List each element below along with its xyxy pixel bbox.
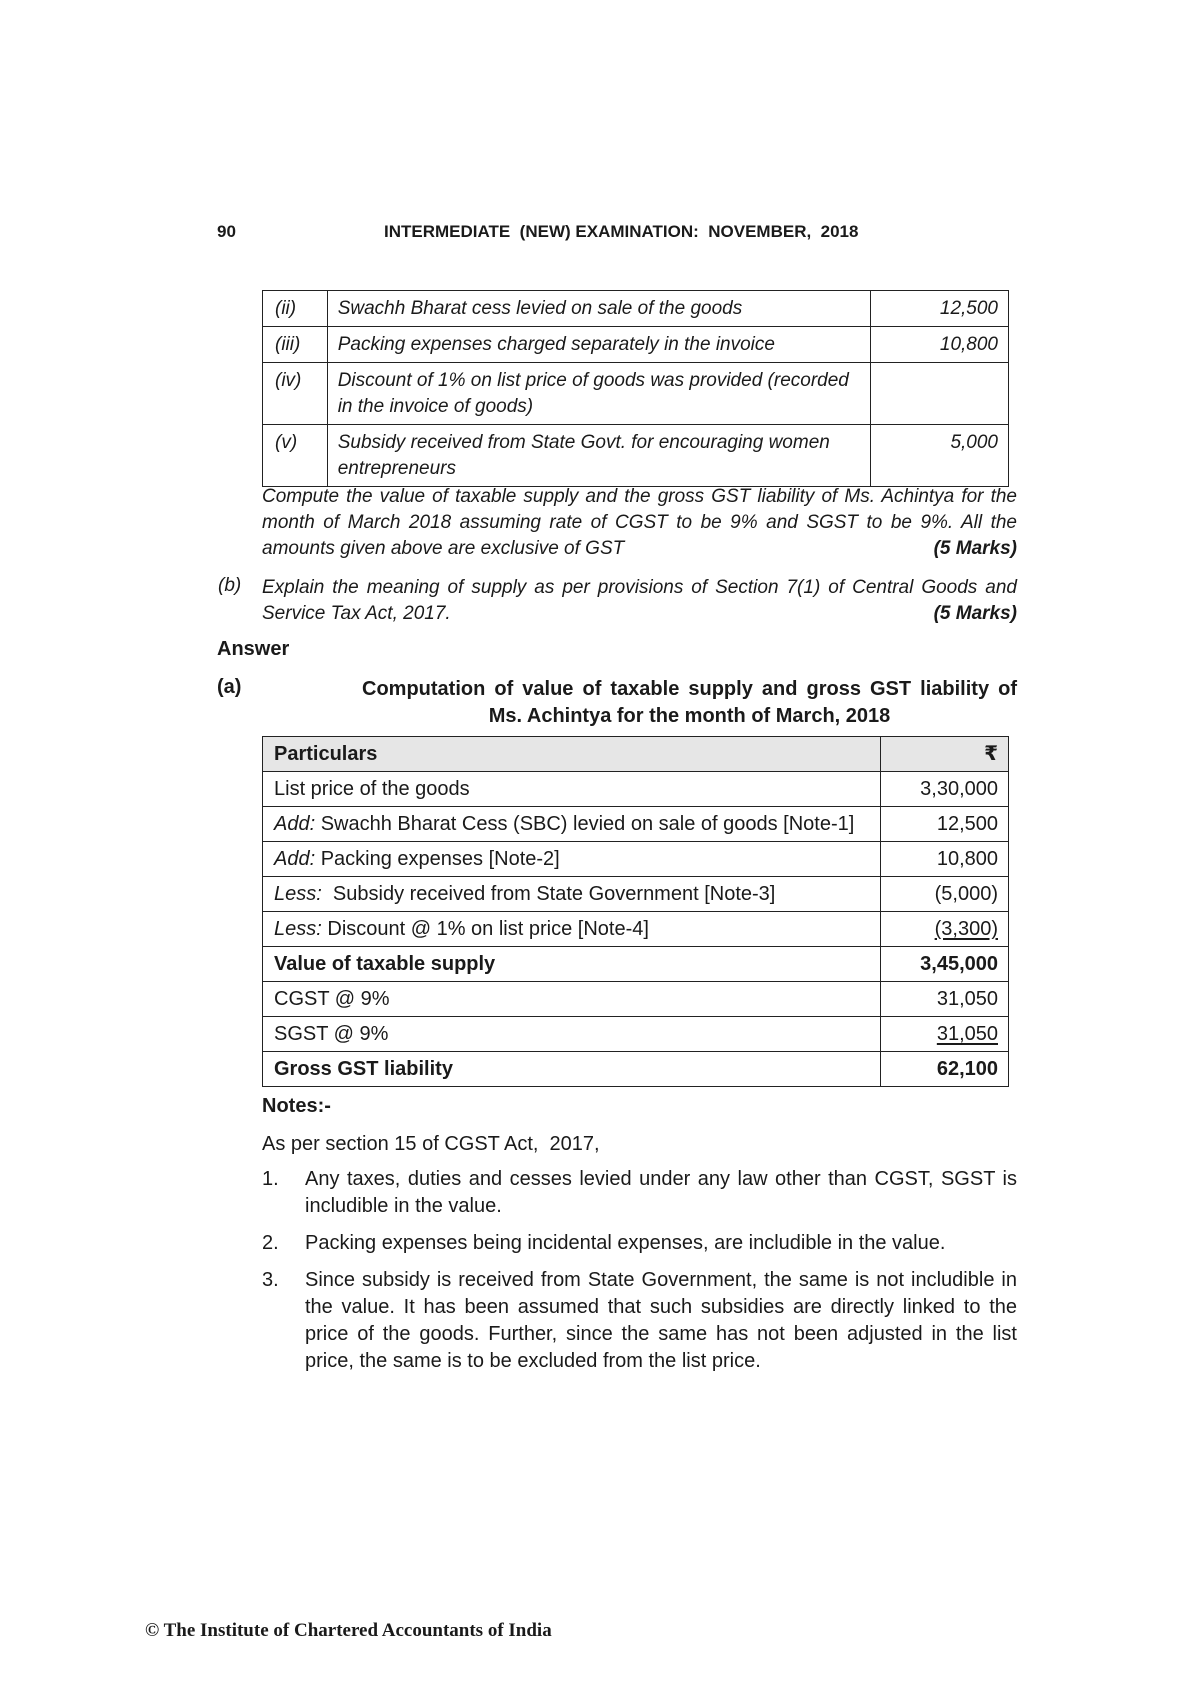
- question-b-marks: (5 Marks): [933, 603, 1017, 624]
- table-header-row: [263, 737, 1009, 772]
- question-data-table: [262, 290, 1009, 487]
- computation-table: [262, 736, 1009, 1087]
- cgst-row: [263, 982, 1009, 1017]
- row-amount: 12,500: [871, 291, 1009, 327]
- note-number: 2.: [262, 1232, 279, 1254]
- note-text: Since subsidy is received from State Government, the same is not includible in the value. It has been assumed that such subsidies are directly linked to the price of the goods. Further, since the same has not been adjusted in the list price, the same is to be excluded from the list price.: [305, 1269, 1017, 1372]
- running-header: INTERMEDIATE (NEW) EXAMINATION: NOVEMBER, 2018: [384, 222, 859, 241]
- row-amount: [881, 912, 1009, 947]
- row-prefix: Less:: [274, 918, 322, 940]
- row-number: (iv): [263, 363, 328, 425]
- notes-heading: Notes:-: [262, 1095, 331, 1117]
- question-a-body: Compute the value of taxable supply and the gross GST liability of Ms. Achintya for the month of March 2018 assuming rate of CGST to be 9% and SGST to be 9%. All the amounts given above are exclusive of GST: [262, 486, 1017, 559]
- row-amount-value: 31,050: [936, 1023, 998, 1045]
- row-label: CGST @ 9%: [263, 982, 881, 1017]
- row-amount: [881, 1017, 1009, 1052]
- table-row: [263, 842, 1009, 877]
- row-particular: [263, 912, 881, 947]
- row-number: (v): [263, 425, 328, 487]
- column-header-currency: ₹: [881, 737, 1009, 772]
- row-text: Swachh Bharat Cess (SBC) levied on sale of goods [Note-1]: [315, 813, 855, 835]
- question-b-label: (b): [218, 575, 242, 596]
- row-amount: 31,050: [881, 982, 1009, 1017]
- table-row: [263, 912, 1009, 947]
- question-a-marks: (5 Marks): [933, 538, 1017, 559]
- table-row: [263, 291, 1009, 327]
- note-text: Packing expenses being incidental expenses, are includible in the value.: [305, 1232, 946, 1254]
- note-item: [262, 1230, 1017, 1257]
- question-a-text: [262, 484, 1017, 562]
- row-amount: 3,30,000: [881, 772, 1009, 807]
- note-text: Any taxes, duties and cesses levied under any law other than CGST, SGST is includible in the value.: [305, 1168, 1017, 1217]
- row-amount: (5,000): [881, 877, 1009, 912]
- row-particular: [263, 772, 881, 807]
- table-row: [263, 877, 1009, 912]
- row-description: Swachh Bharat cess levied on sale of the goods: [327, 291, 870, 327]
- sgst-row: [263, 1017, 1009, 1052]
- row-text: Subsidy received from State Government [Note-3]: [321, 883, 776, 905]
- row-text: List price of the goods: [274, 778, 470, 800]
- row-amount-value: (3,300): [934, 918, 998, 940]
- row-amount: 62,100: [881, 1052, 1009, 1087]
- row-number: (ii): [263, 291, 328, 327]
- row-particular: [263, 877, 881, 912]
- row-description: Subsidy received from State Govt. for encouraging women entrepreneurs: [327, 425, 870, 487]
- notes-intro: As per section 15 of CGST Act, 2017,: [262, 1133, 600, 1155]
- row-prefix: Add:: [274, 813, 316, 835]
- row-prefix: Add:: [274, 848, 316, 870]
- row-amount: 10,800: [871, 327, 1009, 363]
- column-header-particulars: Particulars: [263, 737, 881, 772]
- table-row: [263, 363, 1009, 425]
- answer-table-title: Computation of value of taxable supply and gross GST liability of Ms. Achintya for the month of March, 2018: [362, 678, 1017, 727]
- answer-part-label: (a): [217, 676, 242, 698]
- row-number: (iii): [263, 327, 328, 363]
- note-number: 3.: [262, 1269, 279, 1291]
- row-particular: [263, 842, 881, 877]
- question-b-text: [262, 575, 1017, 627]
- row-text: Packing expenses [Note-2]: [315, 848, 560, 870]
- row-text: Discount @ 1% on list price [Note-4]: [321, 918, 649, 940]
- table-row: [263, 425, 1009, 487]
- note-item: [262, 1166, 1017, 1220]
- row-label: SGST @ 9%: [263, 1017, 881, 1052]
- answer-heading: Answer: [217, 638, 290, 660]
- copyright-footer: © The Institute of Chartered Accountants of India: [145, 1620, 552, 1641]
- table-row: [263, 807, 1009, 842]
- row-description: Discount of 1% on list price of goods was provided (recorded in the invoice of goods): [327, 363, 870, 425]
- note-number: 1.: [262, 1168, 279, 1190]
- page-number: 90: [217, 222, 236, 241]
- row-amount: 5,000: [871, 425, 1009, 487]
- gross-liability-row: [263, 1052, 1009, 1087]
- row-particular: [263, 807, 881, 842]
- row-amount: 10,800: [881, 842, 1009, 877]
- table-row: [263, 772, 1009, 807]
- question-b-body: Explain the meaning of supply as per provisions of Section 7(1) of Central Goods and Service Tax Act, 2017.: [262, 577, 1017, 624]
- row-description: Packing expenses charged separately in the invoice: [327, 327, 870, 363]
- table-row: [263, 327, 1009, 363]
- row-amount: 3,45,000: [881, 947, 1009, 982]
- row-label: Gross GST liability: [263, 1052, 881, 1087]
- taxable-supply-row: [263, 947, 1009, 982]
- row-label: Value of taxable supply: [263, 947, 881, 982]
- row-amount: [871, 363, 1009, 425]
- row-amount: 12,500: [881, 807, 1009, 842]
- row-prefix: Less:: [274, 883, 322, 905]
- note-item: [262, 1267, 1017, 1375]
